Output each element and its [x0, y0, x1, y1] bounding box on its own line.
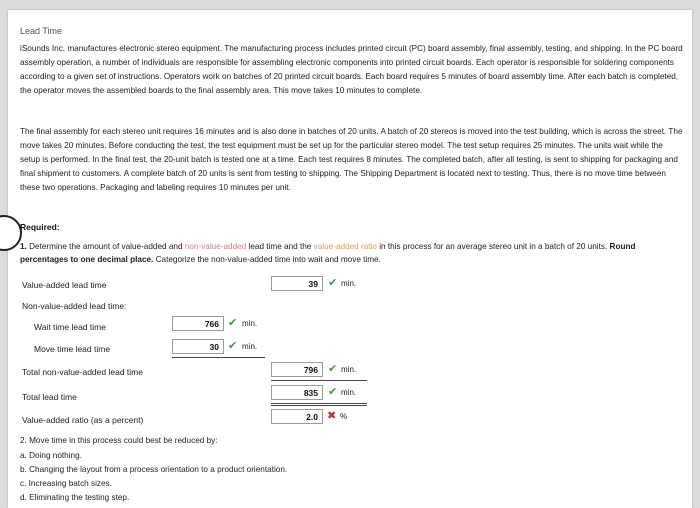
wait-time-label: Wait time lead time	[34, 322, 106, 332]
question-1-text	[20, 240, 684, 266]
q1-term-value-added-ratio: value-added ratio	[313, 242, 377, 251]
q1-term-non-value-added: non-value-added	[184, 242, 247, 251]
page-heading: Lead Time	[20, 26, 63, 36]
total-double-line-2	[271, 405, 367, 406]
q1-rounding-instruction: Round percentages to one decimal place.	[20, 242, 636, 264]
q2-option-c[interactable]: c. Increasing batch sizes.	[20, 479, 112, 488]
wait-time-input[interactable]: 766	[172, 316, 224, 331]
q2-option-d[interactable]: d. Eliminating the testing step.	[20, 493, 130, 502]
move-time-unit: min.	[242, 342, 258, 351]
check-icon: ✔	[228, 317, 238, 329]
check-icon: ✔	[328, 277, 338, 289]
value-added-input[interactable]: 39	[271, 276, 323, 291]
question-page	[8, 10, 692, 508]
cross-icon: ✖	[327, 410, 337, 422]
q2-option-b[interactable]: b. Changing the layout from a process orientation to a product orientation.	[20, 465, 288, 474]
scroll-indicator-circle[interactable]	[0, 215, 22, 251]
q2-option-a[interactable]: a. Doing nothing.	[20, 451, 82, 460]
total-lead-time-unit: min.	[341, 388, 357, 397]
problem-paragraph-1: iSounds Inc. manufactures electronic stereo equipment. The manufacturing process includes printed circuit (PC) board assembly, final assembly, testing, and shipping. In the PC board assembly operation, a number of individuals are responsible for assembling electronic components into printed circuit boards. Each operator is responsible for soldering components according to a given set of instructions. Operators work on batches of 20 printed circuit boards. Each board requires 5 minutes of board assembly time. After each batch is completed, the operator moves the assembled boards to the final assembly area. This move takes 10 minutes to complete.	[20, 44, 683, 95]
subtotal-line	[172, 357, 265, 358]
wait-time-unit: min.	[242, 319, 258, 328]
value-added-label: Value-added lead time	[22, 280, 107, 290]
total-nva-input[interactable]: 796	[271, 362, 323, 377]
value-added-ratio-input[interactable]: 2.0	[271, 409, 323, 424]
q1-text-b: lead time and the	[248, 242, 312, 251]
total-nva-unit: min.	[341, 365, 357, 374]
check-icon: ✔	[228, 340, 238, 352]
total-nva-label: Total non-value-added lead time	[22, 367, 143, 377]
check-icon: ✔	[328, 386, 338, 398]
question-2-text: 2. Move time in this process could best be reduced by:	[20, 436, 218, 445]
problem-paragraph-2: The final assembly for each stereo unit requires 16 minutes and is also done in batches of 20 units. A batch of 20 stereos is moved into the test building, which is across the street. The move takes 20 minutes. Before conducting the test, the test equipment must be set up for the particular stereo model. The test setup requires 25 minutes. The units wait while the setup is performed. In the final test, the 20-unit batch is tested one at a time. Each test requires 8 minutes. The completed batch, after all testing, is sent to shipping for packaging and final shipment to customers. A complete batch of 20 units is sent from testing to shipping. The Shipping Department is located next to testing. Thus, there is no move time between these two operations. Packaging and labeling requires 10 minutes per unit.	[20, 127, 683, 192]
move-time-label: Move time lead time	[34, 344, 111, 354]
check-icon: ✔	[328, 363, 338, 375]
move-time-input[interactable]: 30	[172, 339, 224, 354]
total-double-line-1	[271, 403, 367, 404]
value-added-ratio-unit: %	[340, 412, 348, 421]
value-added-unit: min.	[341, 279, 357, 288]
total-line	[271, 380, 367, 381]
total-lead-time-input[interactable]: 835	[271, 385, 323, 400]
value-added-ratio-label: Value-added ratio (as a percent)	[22, 415, 144, 425]
q1-number: 1.	[20, 242, 27, 251]
non-value-added-header: Non-value-added lead time:	[22, 301, 127, 311]
required-label: Required:	[20, 222, 60, 232]
q1-text-c: in this process for an average stereo unit in a batch of 20 units.	[379, 242, 608, 251]
q1-text-d: Categorize the non-value-added time into wait and move time.	[155, 255, 381, 264]
total-lead-time-label: Total lead time	[22, 392, 77, 402]
q1-text-a: Determine the amount of value-added and	[29, 242, 183, 251]
